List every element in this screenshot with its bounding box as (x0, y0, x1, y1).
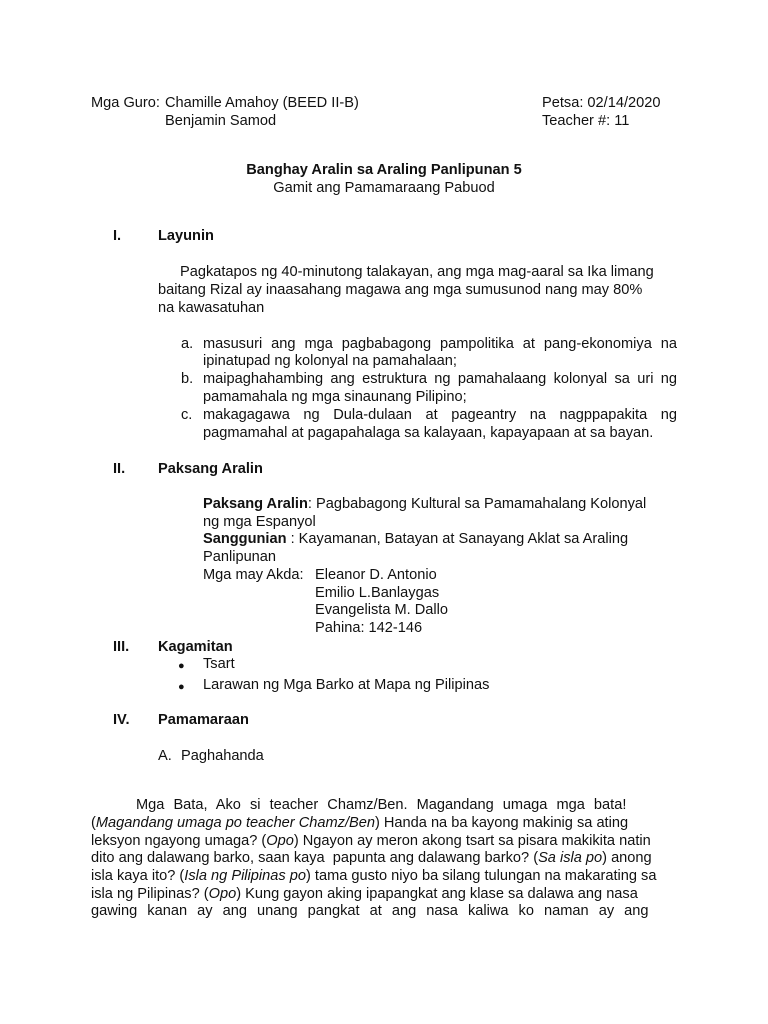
dialogue-text: isla ng Pilipinas? ( (91, 886, 209, 902)
section-2-heading: Paksang Aralin (158, 461, 263, 477)
material-item-1: Tsart (203, 656, 235, 672)
dialogue-reply: Opo (208, 886, 237, 902)
authors-label: Mga may Akda: (203, 567, 304, 583)
dialogue-line-3 (91, 832, 651, 850)
sanggunian-label: Sanggunian (203, 531, 287, 547)
objective-intro-line-1: Pagkatapos ng 40-minutong talakayan, ang mga mag-aaral sa Ika limang (180, 264, 654, 280)
section-3-heading: Kagamitan (158, 639, 233, 655)
teacher-1: Chamille Amahoy (BEED II-B) (165, 95, 359, 111)
teachers-label: Mga Guro: (91, 95, 160, 111)
paksa-line-2: ng mga Espanyol (203, 514, 316, 530)
dialogue-line-4 (91, 849, 652, 867)
author-2: Emilio L.Banlaygas (315, 585, 440, 601)
dialogue-line-1 (91, 796, 677, 814)
dialogue-line-1-inner (91, 796, 677, 814)
objective-b-line-2: pamamahala ng mga sinaunang Pilipino; (203, 389, 467, 405)
objective-a-marker: a. (181, 336, 194, 352)
dialogue-text: dito ang dalawang barko, saan kaya papunta ang dalawang barko? ( (91, 850, 539, 866)
dialogue-reply: Isla ng Pilipinas po (184, 868, 306, 884)
date: Petsa: 02/14/2020 (542, 95, 661, 111)
author-3: Evangelista M. Dallo (315, 602, 449, 618)
dialogue-line-7: gawing kanan ay ang unang pangkat at ang nasa kaliwa ko naman ay ang (91, 903, 649, 919)
dialogue-line-2 (91, 814, 628, 832)
objective-intro-line-2: baitang Rizal ay inaasahang magawa ang mga sumusunod nang may 80% (158, 282, 643, 298)
objective-b-marker: b. (181, 371, 194, 387)
objective-c-line-2: pagmamahal at pagapahalaga sa kalayaan, kapayapaan at sa bayan. (203, 425, 654, 441)
section-1-number: I. (113, 228, 122, 244)
dialogue-line-6 (91, 885, 638, 903)
dialogue-text: ) Ngayon ay meron akong tsart sa pisara makikita natin (293, 833, 651, 849)
paksa-label: Paksang Aralin (203, 496, 308, 512)
dialogue-text-1: Mga Bata, Ako si teacher Chamz/Ben. Magandang umaga mga bata! (136, 797, 627, 813)
dialogue-text: ) anong (602, 850, 652, 866)
dialogue-line-5 (91, 867, 656, 885)
paksa-line-1 (203, 495, 677, 513)
material-item-2: Larawan ng Mga Barko at Mapa ng Pilipinas (203, 677, 490, 693)
objective-c-line-1: makagagawa ng Dula-dulaan at pageantry na nagppapakita ng (203, 407, 677, 423)
objective-a-line-2: ipinatupad ng kolonyal na pamahalaan; (203, 353, 457, 369)
objective-a-line-1: masusuri ang mga pagbabagong pampolitika at pang-ekonomiya na (203, 336, 677, 352)
document-title: Banghay Aralin sa Araling Panlipunan 5 (246, 162, 522, 178)
dialogue-text: ) tama gusto niyo ba silang tulungan na makarating sa (305, 868, 657, 884)
pages: Pahina: 142-146 (315, 620, 423, 636)
section-4-heading: Pamamaraan (158, 712, 249, 728)
paksa-text: : Pagbabagong Kultural sa Pamamahalang Kolonyal (307, 496, 647, 512)
sanggunian-text: : Kayamanan, Batayan at Sanayang Aklat sa Araling (286, 531, 629, 547)
teacher-number: Teacher #: 11 (542, 113, 630, 129)
section-1-heading: Layunin (158, 228, 214, 244)
subsection-a-marker: A. (158, 748, 172, 764)
teacher-2: Benjamin Samod (165, 113, 277, 129)
section-2-number: II. (113, 461, 126, 477)
sanggunian-line-1 (203, 530, 628, 548)
dialogue-text: isla kaya ito? ( (91, 868, 185, 884)
dialogue-reply: Magandang umaga po teacher Chamz/Ben (95, 815, 375, 831)
sanggunian-line-2: Panlipunan (203, 549, 277, 565)
bullet-icon: ● (178, 660, 185, 672)
dialogue-text: ) Handa na ba kayong makinig sa ating (374, 815, 629, 831)
bullet-icon: ● (178, 681, 185, 693)
author-1: Eleanor D. Antonio (315, 567, 437, 583)
objective-intro-line-3: na kawasatuhan (158, 300, 265, 316)
dialogue-reply: Sa isla po (538, 850, 603, 866)
dialogue-text: ) Kung gayon aking ipapangkat ang klase sa dalawa ang nasa (236, 886, 638, 902)
document-subtitle: Gamit ang Pamamaraang Pabuod (273, 180, 495, 196)
section-4-number: IV. (113, 712, 130, 728)
subsection-a-heading: Paghahanda (181, 748, 264, 764)
section-3-number: III. (113, 639, 130, 655)
dialogue-reply: Opo (266, 833, 294, 849)
dialogue-text: ( (91, 815, 96, 831)
dialogue-text: leksyon ngayong umaga? ( (91, 833, 267, 849)
objective-b-line-1: maipaghahambing ang estruktura ng pamahalaang kolonyal sa uri ng (203, 371, 677, 387)
objective-c-marker: c. (181, 407, 193, 423)
